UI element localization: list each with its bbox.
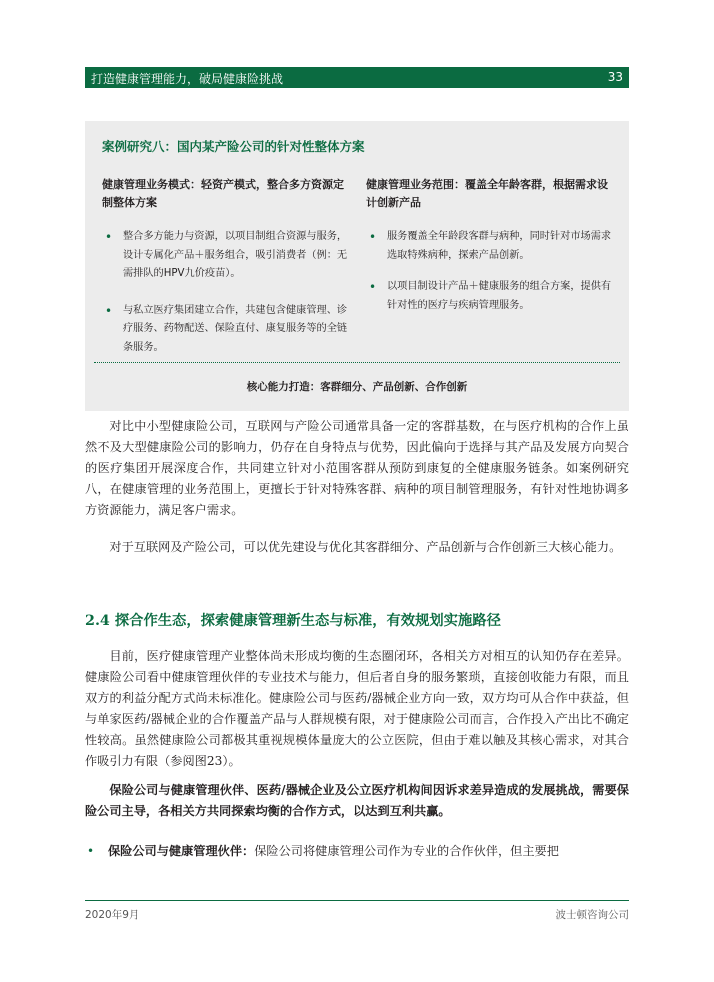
paragraph-4: 保险公司与健康管理伙伴、医药/器械企业及公立医疗机构间因诉求差异造成的发展挑战，需要保险公司主导，各相关方共同探索均衡的合作方式，以达到互利共赢。 — [85, 783, 629, 818]
right-column-heading: 健康管理业务范围：覆盖全年龄客群，根据需求设计创新产品 — [366, 178, 608, 209]
list-item-text: 以项目制设计产品＋健康服务的组合方案，提供有针对性的医疗与疾病管理服务。 — [387, 281, 612, 311]
case-study-box — [85, 121, 629, 411]
header-title: 打造健康管理能力，破局健康险挑战 — [91, 72, 284, 86]
bullet-icon: • — [369, 280, 377, 294]
list-item — [102, 302, 354, 358]
list-item — [366, 228, 618, 265]
list-item — [102, 228, 354, 284]
case-study-left-column — [102, 176, 354, 370]
bullet-icon: • — [369, 230, 377, 244]
footer-divider — [85, 900, 629, 901]
bullet-body: 保险公司将健康管理公司作为专业的合作伙伴，但主要把 — [254, 844, 559, 858]
paragraph-3: 目前，医疗健康管理产业整体尚未形成均衡的生态圈闭环，各相关方对相互的认知仍存在差异。健康险公司看中健康管理伙伴的专业技术与能力，但后者自身的服务繁琐，直接创收能力有限，而且双方的利益分配方式尚未标准化。健康险公司与医药/器械企业方向一致，双方均可从合作中获益，但与单家医药/器械企业的合作覆盖产品与人群规模有限，对于健康险公司而言，合作投入产出比不确定性较高。虽然健康险公司都极其重视规模体量庞大的公立医院，但由于难以触及其核心需求，对其合作吸引力有限（参阅图23）。 — [85, 649, 629, 768]
core-capability: 核心能力打造：客群细分、产品创新、合作创新 — [246, 381, 468, 393]
bullet-icon: • — [105, 230, 113, 244]
page-number: 33 — [607, 70, 623, 84]
bullet-icon: • — [87, 844, 95, 858]
footer-date: 2020年9月 — [85, 909, 140, 921]
case-study-right-column — [366, 176, 618, 328]
list-item-text: 与私立医疗集团建立合作，共建包含健康管理、诊疗服务、药物配送、保险直付、康复服务等的全链条服务。 — [123, 304, 348, 353]
left-column-list — [102, 228, 354, 357]
bullet-icon: • — [105, 303, 113, 318]
header-bar — [85, 67, 629, 88]
bullet-text — [108, 841, 559, 862]
list-item-text: 服务覆盖全年龄段客群与病种，同时针对市场需求选取特殊病种，探索产品创新。 — [387, 231, 612, 261]
case-study-title: 案例研究八：国内某产险公司的针对性整体方案 — [102, 139, 365, 154]
right-column-list — [366, 228, 618, 315]
list-item — [366, 278, 618, 315]
footer-company: 波士顿咨询公司 — [555, 909, 629, 921]
paragraph-2: 对于互联网及产险公司，可以优先建设与优化其客群细分、产品创新与合作创新三大核心能力。 — [109, 540, 622, 554]
paragraph-1: 对比中小型健康险公司，互联网与产险公司通常具备一定的客群基数，在与医疗机构的合作上虽然不及大型健康险公司的影响力，仍存在自身特点与优势，因此偏向于选择与其产品及发展方向契合的医疗集团开展深度合作，共同建立针对小范围客群从预防到康复的全健康服务链条。如案例研究八，在健康管理的业务范围上，更擅长于针对特殊客群、病种的项目制管理服务，有针对性地协调多方资源能力，满足客户需求。 — [85, 419, 629, 517]
list-item-text: 整合多方能力与资源，以项目制组合资源与服务，设计专属化产品＋服务组合，吸引消费者（例：无需排队的HPV九价疫苗）。 — [123, 231, 348, 279]
section-heading: 2.4 探合作生态，探索健康管理新生态与标准，有效规划实施路径 — [85, 613, 501, 629]
divider — [94, 362, 620, 363]
bullet-label: 保险公司与健康管理伙伴： — [108, 844, 255, 858]
left-column-heading: 健康管理业务模式：轻资产模式，整合多方资源定制整体方案 — [102, 178, 344, 209]
